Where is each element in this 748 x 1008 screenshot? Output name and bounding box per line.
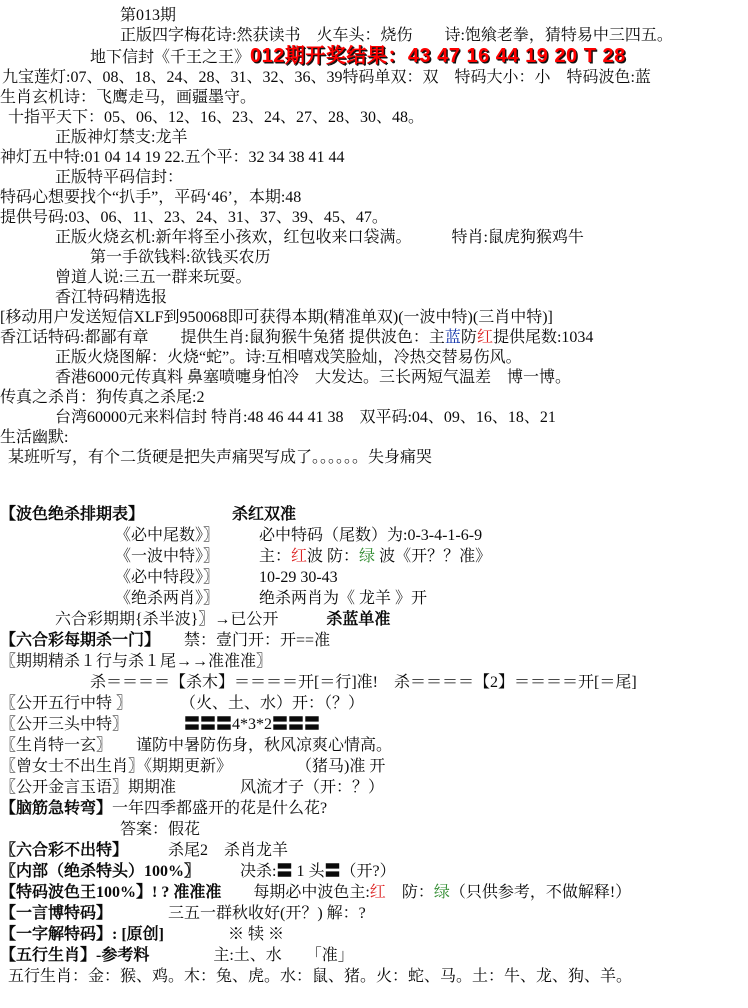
text-segment: 一年四季都盛开的花是什么花? [112, 800, 328, 817]
text-segment: 特码心想要找个“扒手”，平码‘46’，本期:48 [0, 189, 302, 206]
text-segment: 香港6000元传真料 鼻塞喷嚏身怕冷 大发达。三长两短气温差 博一博。 [55, 369, 572, 386]
kill-blue-single: 杀蓝单准 [326, 611, 391, 628]
sms-notice-line [0, 308, 748, 328]
humor-joke-line [0, 448, 748, 468]
red-wave-char: 红 [476, 329, 493, 346]
text-segment: 答案：假花 [120, 821, 201, 838]
text-segment: 香江特码精选报 [55, 289, 168, 306]
kill-one-gate-line [0, 630, 748, 651]
result-banner-line [0, 46, 748, 68]
text-segment: 正版火烧玄机:新年将至小孩欢，红包收来口袋满。 特肖:鼠虎狗猴鸡牛 [55, 229, 584, 246]
text-segment: 生肖玄机诗：飞鹰走马，画疆墨守。 [0, 89, 257, 106]
five-element-zodiac-map [0, 966, 748, 987]
plum-poem-line [0, 26, 748, 46]
five-elements-line [0, 693, 748, 714]
one-char-line [0, 924, 748, 945]
brain-teaser-line [0, 798, 748, 819]
taiwan-line [0, 408, 748, 428]
three-heads-line [0, 714, 748, 735]
black-bar: 〓 [276, 863, 293, 880]
text-segment: 〖公开三头中特〗 [0, 716, 185, 733]
lamp-ban-line [0, 128, 748, 148]
zodiac-special-line [0, 735, 748, 756]
text-segment: 杀尾2 杀肖龙羊 [120, 842, 289, 859]
five-element-zodiac-header [0, 945, 748, 966]
madam-zeng-line [0, 756, 748, 777]
text-segment: 【脑筋急转弯】 [0, 800, 113, 817]
text-segment: 〖内部（绝杀特头）100%〗 [0, 863, 193, 880]
brain-teaser-answer [0, 819, 748, 840]
text-segment: 正版特平码信封： [55, 169, 184, 186]
text-segment: 提供号码:03、06、11、23、24、31、37、39、45、47。 [0, 209, 388, 226]
text-segment: [移动用户发送短信XLF到950068即可获得本期(精准单双)(一波中特)(三肖中特)] [0, 309, 553, 326]
text-segment: 波《开？？准》 [375, 548, 492, 565]
kill-wood-line [0, 672, 748, 693]
text-segment: 禁：壹门开：开==准 [152, 632, 331, 649]
red-char: 红 [369, 884, 386, 901]
kill-two-zodiac-line [0, 588, 748, 609]
text-segment [136, 506, 232, 523]
text-segment: 某班听写，有个二货硬是把失声痛哭写成了。。。。。。失身痛哭 [8, 449, 433, 466]
fire-diagram-line [0, 348, 748, 368]
text-segment: 4*3*2 [232, 716, 273, 733]
special-code-hint-line [0, 188, 748, 208]
text-segment: 提供尾数:1034 [492, 329, 594, 346]
envelope-header-line [0, 168, 748, 188]
wave-kill-table-header [0, 504, 748, 525]
text-segment: 波 防： [307, 548, 360, 565]
text-segment: 神灯五中特:01 04 14 19 22.五个平：32 34 38 41 44 [0, 149, 345, 166]
text-segment: 正版神灯禁支:龙羊 [55, 129, 188, 146]
text-segment: 防： [385, 884, 434, 901]
kill-red-double: 杀红双准 [232, 506, 297, 523]
text-segment: 〖曾女士不出生肖〗《期期更新》 （猪马)准 开 [0, 758, 386, 775]
text-segment: 地下信封《千王之王》 [90, 49, 251, 66]
precise-kill-line [0, 651, 748, 672]
text-segment: 【一言博特码】 [0, 905, 105, 922]
text-segment: 〖期期精杀１行与杀１尾→→准准准〗 [0, 653, 273, 670]
text-segment: 〖生肖特一玄〗 谨防中暑防伤身，秋风凉爽心情高。 [0, 737, 393, 754]
text-segment: 每期必中波色主: [221, 884, 370, 901]
fire-mystery-line [0, 228, 748, 248]
text-segment: 〖公开金言玉语〗期期准 风流才子（开：？） [0, 779, 385, 796]
no-special-line [0, 840, 748, 861]
black-bar: 〓〓〓 [184, 716, 233, 733]
hk-fax-line [0, 368, 748, 388]
text-segment: 《必中特段》〗 10-29 30-43 [115, 569, 338, 586]
text-segment: 【六合彩每期杀一门】 [0, 632, 153, 649]
fax-kill-line [0, 388, 748, 408]
zengdao-line [0, 268, 748, 288]
black-bar: 〓〓〓 [272, 716, 321, 733]
text-segment: 【特码波色王100%】! ? 准准准 [0, 884, 222, 901]
text-segment: 杀＝＝＝＝【杀木】＝＝＝＝开[＝行]准! 杀＝＝＝＝【2】＝＝＝＝开[＝尾] [90, 674, 637, 691]
text-segment: 曾道人说:三五一群来玩耍。 [55, 269, 252, 286]
text-segment: 正版火烧图解：火烧“蛇”。诗:互相嘻戏笑脸灿，冷热交替易伤风。 [55, 349, 522, 366]
text-segment: 台湾60000元来料信封 特肖:48 46 44 41 38 双平码:04、09、16、18、21 [55, 409, 556, 426]
text-segment: 正版四字梅花诗:然获读书 火车头：烧伤 诗:饱飨老拳，猜特易中三四五。 [120, 27, 673, 44]
text-segment: 五行生肖：金：猴、鸡。木：兔、虎。水：鼠、猪。火：蛇、马。土：牛、龙、狗、羊。 [8, 968, 633, 985]
internal-kill-head-line [0, 861, 748, 882]
text-segment: 【一字解特码】: [原创] [0, 926, 164, 943]
text-segment: 香江话特码:都鄙有章 提供生肖:鼠狗猴牛兔猪 提供波色：主 [0, 329, 445, 346]
lamp-five-special-line [0, 148, 748, 168]
text-segment: 第一手欲钱料:欲钱买农历 [90, 249, 271, 266]
one-phrase-line [0, 903, 748, 924]
green-char: 绿 [359, 548, 376, 565]
ten-fingers-line [0, 108, 748, 128]
text-segment: 决杀: [192, 863, 277, 880]
provided-numbers-line [0, 208, 748, 228]
report-title-line [0, 288, 748, 308]
section-top [0, 6, 748, 504]
text-segment: 1 头 [292, 863, 325, 880]
text-segment: 【五行生肖】-参考料 [0, 947, 150, 964]
money-tip-line [0, 248, 748, 268]
zodiac-poem-line [0, 88, 748, 108]
text-segment: 《一波中特》〗 主： [115, 548, 292, 565]
text-segment: 九宝莲灯:07、08、18、24、28、31、32、36、39特码单双：双 特码大小：小 特码波色:蓝 [2, 69, 651, 86]
xiangjiang-line [0, 328, 748, 348]
text-segment: 〖六合彩不出特】 [0, 842, 121, 859]
issue-number [0, 6, 748, 26]
black-bar: 〓 [324, 863, 341, 880]
text-segment: ※ 犊 ※ [164, 926, 285, 943]
text-segment: 生活幽默: [0, 429, 69, 446]
text-segment: 第013期 [120, 7, 177, 24]
text-segment: （只供参考，不做解释!） [449, 884, 632, 901]
text-segment: 主:土、水 「准」 [149, 947, 354, 964]
text-segment: （开?） [340, 863, 396, 880]
text-segment: 《绝杀两肖》〗 绝杀两肖为《 龙羊 》开 [115, 590, 428, 607]
humor-header-line [0, 428, 748, 448]
result-banner-text: 012期开奖结果：43 47 16 44 19 20 T 28 [250, 45, 626, 67]
text-segment: 【波色绝杀排期表】 [0, 506, 137, 523]
must-hit-tail-line [0, 525, 748, 546]
text-segment: 〖公开五行中特 〗 （火、土、水）开：（？） [0, 695, 365, 712]
text-segment: 《必中尾数》〗 必中特码（尾数）为:0-3-4-1-6-9 [115, 527, 483, 544]
text-segment: 六合彩期期{杀半波}〗→已公开 [55, 611, 327, 628]
section-bottom [0, 504, 748, 987]
wave-king-line [0, 882, 748, 903]
spacer [0, 468, 748, 504]
half-wave-line [0, 609, 748, 630]
text-segment: 传真之杀肖：狗传真之杀尾:2 [0, 389, 205, 406]
blue-wave-char: 蓝 [444, 329, 461, 346]
golden-words-line [0, 777, 748, 798]
nine-treasure-line [0, 68, 748, 88]
green-char: 绿 [433, 884, 450, 901]
red-char: 红 [291, 548, 308, 565]
text-segment: 防 [460, 329, 477, 346]
one-wave-line [0, 546, 748, 567]
text-segment: 十指平天下：05、06、12、16、23、24、27、28、30、48。 [8, 109, 425, 126]
special-range-line [0, 567, 748, 588]
text-segment: 三五一群秋收好(开？) 解：? [104, 905, 366, 922]
